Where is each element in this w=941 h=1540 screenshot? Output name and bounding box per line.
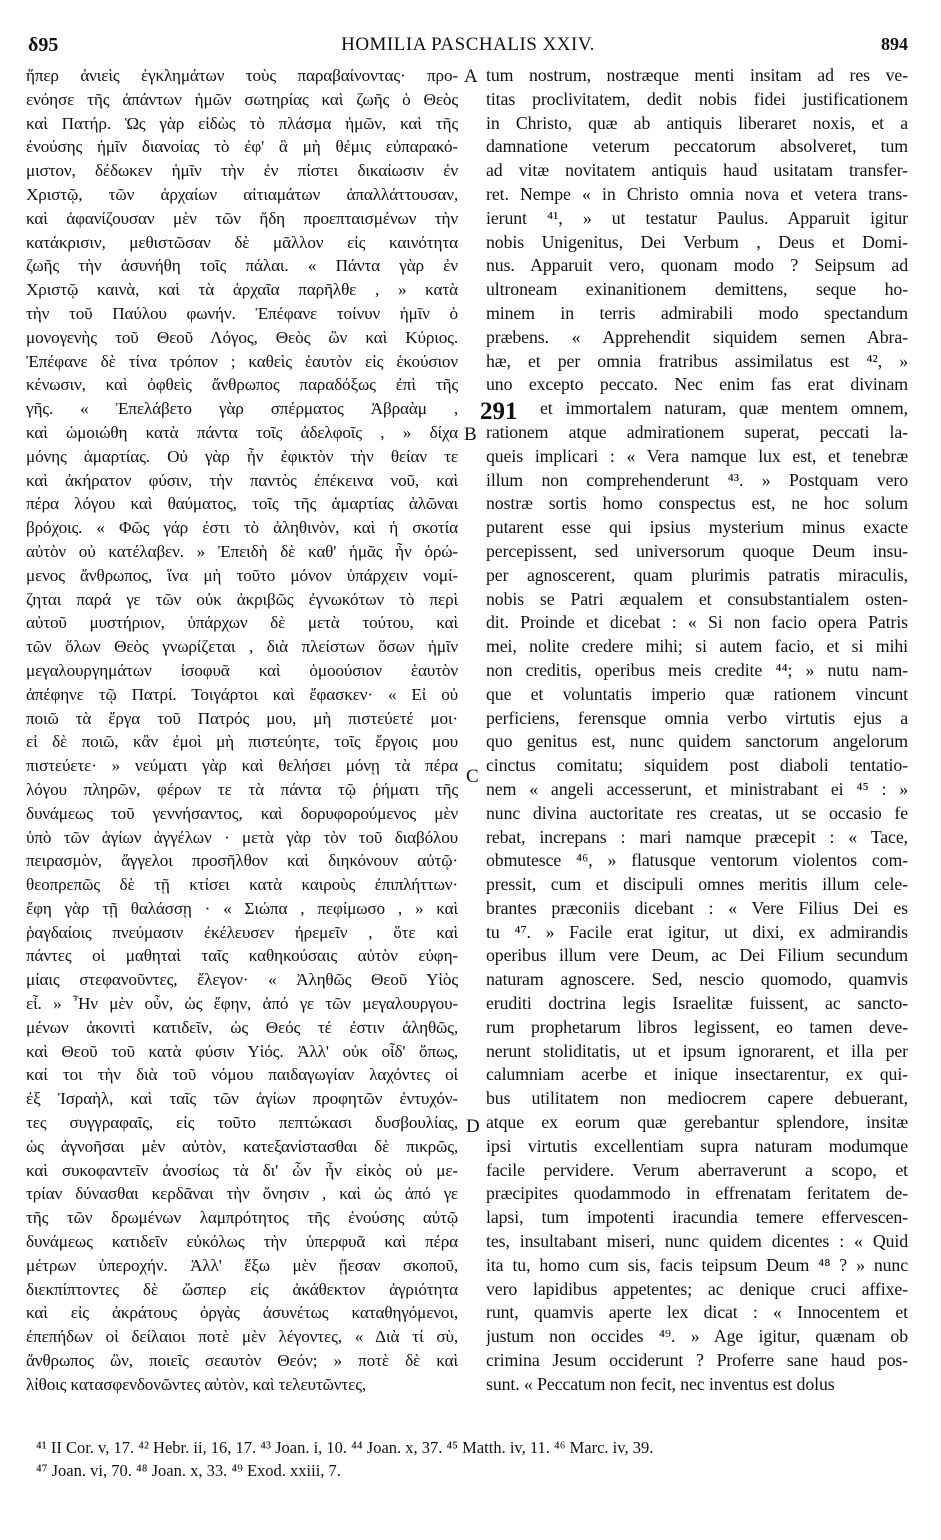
greek-text-line: καί τοι τὴν διὰ τοῦ νόμου παιδαγωγίαν λαχόντες οἱ [26, 1065, 458, 1085]
greek-text-line: ἀπέφηνε τῷ Πατρί. Τοιγάρτοι καὶ ἔφασκεν· « Εἰ οὐ [26, 684, 458, 704]
greek-text-line: καὶ Πατήρ. Ὡς γὰρ εἰδὼς τὸ πλάσμα ἡμῶν, καὶ τῆς [26, 113, 458, 133]
greek-text-line: διεκπίπτοντες δὲ ὥσπερ εἰς ἀκάθεκτον ἀγριότητα [26, 1279, 458, 1299]
greek-text-line: μέτρων ὑπεροχήν. Ἀλλ' ἔξω μὲν ᾔεσαν σκοποῦ, [26, 1255, 458, 1275]
greek-text-line: πιστεύετε· » νεύματι γὰρ καὶ θελήσει μόνῃ τὰ πέρα [26, 756, 458, 776]
latin-text-line: cinctus comitatu; siquidem post diaboli tentatio- [486, 755, 908, 776]
greek-text-line: βρόχοις. « Φῶς γάρ ἐστι τὸ ἀληθινὸν, καὶ ἡ σκοτία [26, 518, 458, 538]
greek-text-line: μένων ἀκονιτὶ κατιδεῖν, ὡς Θεός τέ ἐστιν ἀληθῶς, [26, 1017, 458, 1037]
greek-column [26, 64, 458, 1397]
greek-text-line: ενόησε τῆς ἁπάντων ἡμῶν σωτηρίας καὶ ζωῆς ὁ Θεὸς [26, 89, 458, 109]
greek-text-line: καὶ συκοφαντεῖν ἀνοσίως τὰ δι' ὧν ἦν εἰκὸς οὐ με- [26, 1160, 458, 1180]
latin-text-line: lapsi, tum impotenti iracundia temere effervescen- [486, 1207, 908, 1228]
greek-text-line: λόγου πληρῶν, φέρων τε τὰ πάντα τῷ ῥήματι τῆς [26, 779, 458, 799]
latin-text-line: titas proclivitatem, dedit nobis fidei justificationem [486, 88, 908, 109]
latin-text-line: justum non occides ⁴⁹. » Age igitur, quænam ob [486, 1326, 908, 1347]
latin-text-line: nem « angeli accesserunt, et ministrabant ei ⁴⁵ : » [486, 778, 908, 799]
margin-marker-b: B [464, 424, 477, 445]
latin-text-line: per agnoscerent, quam plurimis patratis miraculis, [486, 564, 908, 585]
page-number-right: 894 [881, 34, 908, 54]
greek-text-line: ζηται παρά γε τῶν οὐκ ἀκριβῶς ἐγνωκότων τὸ περὶ [26, 589, 458, 609]
latin-text-line: sunt. « Peccatum non fecit, nec inventus est dolus [486, 1373, 835, 1394]
latin-text-line: hæ, et per omnia fratribus assimilatus est ⁴², » [486, 350, 908, 371]
greek-text-line: ἐνούσης ἡμῖν διανοίας τὸ ἐφ' ἃ μὴ θέμις εὐπαρακό- [26, 137, 458, 157]
greek-text-line: ῥαγδαίοις πνεύμασιν ἐκέλευσεν ἠρεμεῖν , ὅτε καὶ [26, 922, 458, 942]
latin-text-line: brantes præconiis dicebant : « Vere Filius Dei es [486, 897, 908, 918]
latin-text-line: nobis Unigenitus, Dei Verbum , Deus et Domi- [486, 231, 908, 252]
greek-text-line: δυνάμεως τοῦ γεννήσαντος, καὶ δορυφορούμενος μὲν [26, 803, 458, 823]
latin-text-line: crimina Jesum occiderunt ? Proferre sane haud pos- [486, 1350, 908, 1371]
margin-marker-a: A [464, 66, 478, 87]
margin-marker-c: C [466, 766, 479, 787]
greek-text-line: καὶ ἀκήρατον φύσιν, τὴν παντὸς ἐπέκεινα νοῦ, καὶ [26, 470, 458, 490]
greek-text-line: λίθοις κατασφενδονῶντες αὐτὸν, καὶ τελευτῶντες, [26, 1374, 367, 1394]
latin-text-line: vero lapidibus appetentes; ac denique cruci affixe- [486, 1278, 908, 1299]
latin-text-line: perficiens, ferensque omnia verbo virtutis ejus a [486, 707, 908, 728]
page-number-left: δ95 [28, 34, 59, 56]
greek-text-line: μονογενὴς τοῦ Θεοῦ Λόγος, Θεὸς ὢν καὶ Κύριος. [26, 327, 458, 347]
latin-text-line: quo genitus est, nunc quidem sanctorum angelorum [486, 731, 908, 752]
latin-text-line: in Christo, quæ ab antiquis liberaret noxis, et a [486, 112, 908, 133]
latin-text-line: eruditi doctrina legis Israelitæ fuissent, ac sancto- [486, 993, 908, 1014]
latin-text-line: naturam agnoscere. Sed, nescio quomodo, quamvis [486, 969, 908, 990]
greek-text-line: πέρα λόγου καὶ θαύματος, τοῖς τῆς ἁμαρτίας ἁλῶναι [26, 494, 458, 514]
latin-text-line: uno excepto peccato. Nec enim fas erat divinam [486, 374, 908, 395]
latin-text-line: dit. Proinde et dicebat : « Si non facio opera Patris [486, 612, 908, 633]
margin-marker-d: D [466, 1116, 480, 1137]
greek-text-line: αὐτὸν οὐ κατέλαβεν. » Ἐπειδὴ δὲ καθ' ἡμᾶς ἦν ὁρώ- [26, 541, 458, 561]
greek-text-line: μεγαλουργημάτων ἰσοφυᾶ καὶ ὁμοούσιον ἑαυτὸν [26, 660, 458, 680]
greek-text-line: ἥπερ ἀνιεὶς ἐγκλημάτων τοὺς παραβαίνοντας· προ- [26, 66, 458, 85]
latin-text-line: non creditis, operibus meis credite ⁴⁴; » nutu nam- [486, 659, 908, 680]
greek-text-line: θεοπρεπῶς δὲ τῇ κτίσει κατὰ καιροὺς ἐπιπλήττων· [26, 875, 458, 895]
greek-text-line: ὡς ἀγνοῆσαι μὲν αὐτὸν, κατεξανίστασθαι δὲ πικρῶς, [26, 1136, 458, 1156]
greek-text-line: ἐπεπήδων οἱ δείλαιοι ποτὲ μὲν λέγοντες, « Διὰ τί σὺ, [26, 1327, 458, 1347]
latin-text-line: præcipites quodammodo in effrenatam feritatem de- [486, 1183, 908, 1204]
greek-text-line: τῆς τῶν δρωμένων λαμπρότητος τῆς ἐνούσης αὐτῷ [26, 1208, 458, 1228]
greek-text-line: μιστον, δέδωκεν ἡμῖν τὴν ἐν πίστει δικαίωσιν ἐν [26, 161, 458, 181]
latin-column [486, 64, 908, 1397]
footnote-line: ⁴⁷ Joan. vi, 70. ⁴⁸ Joan. x, 33. ⁴⁹ Exod. xxiii, 7. [36, 1461, 341, 1480]
latin-text-line: facile pervidere. Verum aberraverunt a scopo, et [486, 1159, 908, 1180]
greek-text-line: ποιῶ τὰ ἔργα τοῦ Πατρός μου, μὴ πιστεύετέ μοι· [26, 708, 458, 728]
greek-text-line: γῆς. « Ἐπελάβετο γὰρ σπέρματος Ἀβραὰμ , [26, 399, 458, 419]
greek-text-line: δυνάμεως κατιδεῖν εὐκόλως τὴν ὑπερφυᾶ καὶ πέρα [26, 1232, 458, 1252]
greek-text-line: τὴν τοῦ Παύλου φωνήν. Ἐπέφανε τοίνυν ἡμῖν ὁ [26, 303, 458, 323]
greek-text-line: τες συγγραφαῖς, εἰς τοῦτο πεπτώκασι δυσβουλίας, [26, 1113, 458, 1133]
latin-text-line: percepissent, sed universorum quoque Deum insu- [486, 540, 908, 561]
latin-text-line: ita tu, homo cum sis, facis teipsum Deum ⁴⁸ ? » nunc [486, 1254, 908, 1275]
greek-text-line: ἄνθρωπος ὢν, ποιεῖς σεαυτὸν Θεόν; » ποτὲ δὲ καὶ [26, 1351, 458, 1371]
greek-text-line: τρίαν δύνασθαι κερδᾶναι τὴν ὄνησιν , καὶ ὡς ἀπό γε [26, 1184, 458, 1204]
latin-text-line: præbens. « Apprehendit siquidem semen Abra- [486, 326, 908, 347]
running-title: HOMILIA PASCHALIS XXIV. [341, 34, 595, 55]
greek-text-line: ἐξ Ἰσραὴλ, καὶ ταῖς τῶν ἁγίων προφητῶν ἐντυχόν- [26, 1089, 458, 1109]
latin-text-line: nostræ sortis homo conspectus est, ne hoc solum [486, 493, 908, 514]
latin-text-line: putarent esse qui ipsius mysterium minus exacte [486, 517, 908, 538]
latin-text-line: minem in terris admirabili modo spectandum [486, 302, 908, 323]
latin-text-line: tu ⁴⁷. » Facile erat igitur, ut dixi, ex admirandis [486, 921, 908, 942]
latin-text-line: ultroneam exinanitionem demittens, seque ho- [486, 279, 908, 300]
page-header [28, 34, 908, 58]
greek-text-line: εἰ δὲ ποιῶ, κἂν ἐμοὶ μὴ πιστεύητε, τοῖς ἔργοις μου [26, 732, 458, 752]
latin-text-line: nobis se Patri æqualem et consubstantialem osten- [486, 588, 908, 609]
latin-text-line: rum prophetarum libros legissent, eo tamen deve- [486, 1016, 908, 1037]
latin-text-line: ret. Nempe « in Christo omnia nova et vetera trans- [486, 183, 908, 204]
latin-text-line: runt, quamvis aperte lex dicat : « Innocentem et [486, 1302, 908, 1323]
greek-text-line: ὑπὸ τῶν ἁγίων ἀγγέλων · μετὰ γὰρ τὸν τοῦ διαβόλου [26, 827, 458, 847]
latin-text-line: operibus illum vere Deum, ac Dei Filium secundum [486, 945, 908, 966]
latin-text-line: nunc divina auctoritate res creatas, ut se occasio fe [486, 802, 908, 823]
latin-text-line: tum nostrum, nostræque menti insitam ad res ve- [486, 65, 908, 85]
greek-text-line: Χριστῷ καινὰ, καὶ τὰ ἀρχαῖα παρῆλθε , » κατὰ [26, 280, 458, 300]
latin-text-line: pressit, cum et discipuli omnes meritis illum cele- [486, 874, 908, 895]
greek-text-line: τῶν ὅλων Θεὸς γνωρίζεται , διὰ πλείστων ὅσων ἡμῖν [26, 637, 458, 657]
latin-text-line: bus utilitatem non mediocrem capere debuerant, [486, 1088, 908, 1109]
latin-text-line: ad vitæ novitatem antiquis haud usitatam transfer- [486, 160, 908, 181]
column-number-marker: 291 [480, 398, 518, 425]
latin-text-line: atque ex eorum quæ gerebantur splendore, insitæ [486, 1112, 908, 1133]
latin-text-line: rebat, increpans : mari namque præcepit : « Tace, [486, 826, 908, 847]
footnotes [36, 1436, 906, 1482]
greek-text-line: καὶ ἀφανίζουσαν μὲν τῶν ἤδη προεπταισμένων τὴν [26, 208, 458, 228]
greek-text-line: κένωσιν, καὶ ὀφθεὶς ἄνθρωπος παραδόξως ἐπὶ τῆς [26, 375, 458, 395]
greek-text-line: ζωῆς τὴν ἀσυνήθη τοῖς πάλαι. « Πάντα γὰρ ἐν [26, 256, 458, 276]
greek-text-line: μίαις στεφανοῦντες, ἔλεγον· « Ἀληθῶς Θεοῦ Υἱὸς [26, 970, 458, 990]
latin-text-line: et immortalem naturam, quæ mentem omnem, [540, 398, 908, 419]
latin-text-line: obmutesce ⁴⁶, » flatusque ventorum violentos com- [486, 850, 908, 871]
greek-text-line: μενος ἄνθρωπος, ἵνα μὴ τοῦτο μόνον ὑπάρχειν νομί- [26, 565, 458, 585]
latin-text-line: nus. Apparuit vero, quonam modo ? Seipsum ad [486, 255, 908, 276]
latin-text-line: mei, nolite credere mihi; si autem facio, et si mihi [486, 636, 908, 657]
latin-text-line: rationem atque admirationem superat, peccati la- [486, 421, 908, 442]
greek-text-line: κατάκρισιν, μεθιστῶσαν δὲ μᾶλλον εἰς καινότητα [26, 232, 458, 252]
greek-text-line: πειρασμὸν, ἄγγελοι προσῆλθον καὶ διηκόνουν αὐτῷ· [26, 851, 458, 871]
latin-text-line: damnatione veterum peccatorum absolveret, tum [486, 136, 908, 157]
latin-text-line: calumniam acerbe et inique insectarentur, ex qui- [486, 1064, 908, 1085]
greek-text-line: Χριστῷ, τῶν ἀρχαίων αἰτιαμάτων ἀπαλλάττουσαν, [26, 184, 458, 204]
greek-text-line: Ἐπέφανε δὲ τίνα τρόπον ; καθεὶς ἑαυτὸν εἰς ἑκούσιον [26, 351, 458, 371]
greek-text-line: καὶ Θεοῦ τοῦ κατὰ φύσιν Υἱός. Ἀλλ' οὐκ οἶδ' ὅπως, [26, 1041, 458, 1061]
greek-text-line: πάντες οἱ μαθηταὶ ταῖς καθηκούσαις αὐτὸν εὐφη- [26, 946, 458, 966]
greek-text-line: αὐτοῦ μυστήριον, ὑπάρχων δὲ μετὰ τούτου, καὶ [26, 613, 458, 633]
footnote-line: ⁴¹ II Cor. v, 17. ⁴² Hebr. ii, 16, 17. ⁴³ Joan. i, 10. ⁴⁴ Joan. x, 37. ⁴⁵ Matth. iv, 11. ⁴⁶ Marc. iv, 39. [36, 1438, 654, 1457]
latin-text-line: nerunt stoliditatis, ut et ipsum ignorarent, et illa per [486, 1040, 908, 1061]
greek-text-line: καὶ εἰς ἀκράτους ὀργὰς ἀσυνέτως καταθηγόμενοι, [26, 1303, 458, 1323]
latin-text-line: tes, insultabant miseri, nunc quidem dicentes : « Quid [486, 1231, 908, 1252]
latin-text-line: ipsi virtutis excellentiam supra naturam modumque [486, 1135, 908, 1156]
latin-text-line: ierunt ⁴¹, » ut testatur Paulus. Apparuit igitur [486, 207, 908, 228]
greek-text-line: μόνης ἁμαρτίας. Οὐ γὰρ ἦν ἐφικτὸν τὴν θείαν τε [26, 446, 458, 466]
greek-text-line: εἶ. » Ἦν μὲν οὖν, ὡς ἔφην, ἀπό γε τῶν μεγαλουργου- [26, 994, 458, 1014]
greek-text-line: ἔφη γὰρ τῇ θαλάσσῃ · « Σιώπα , πεφίμωσο , » καὶ [26, 898, 458, 918]
latin-text-line: queis implicari : « Vera namque lux est, et tenebræ [486, 445, 908, 466]
greek-text-line: καὶ ὡμοιώθη κατὰ πάντα τοῖς ἀδελφοῖς , » δίχα [26, 422, 458, 442]
latin-text-line: que et voluntatis imperio quæ rationem vincunt [486, 683, 908, 704]
latin-text-line: illum non comprehenderunt ⁴³. » Postquam vero [486, 469, 908, 490]
